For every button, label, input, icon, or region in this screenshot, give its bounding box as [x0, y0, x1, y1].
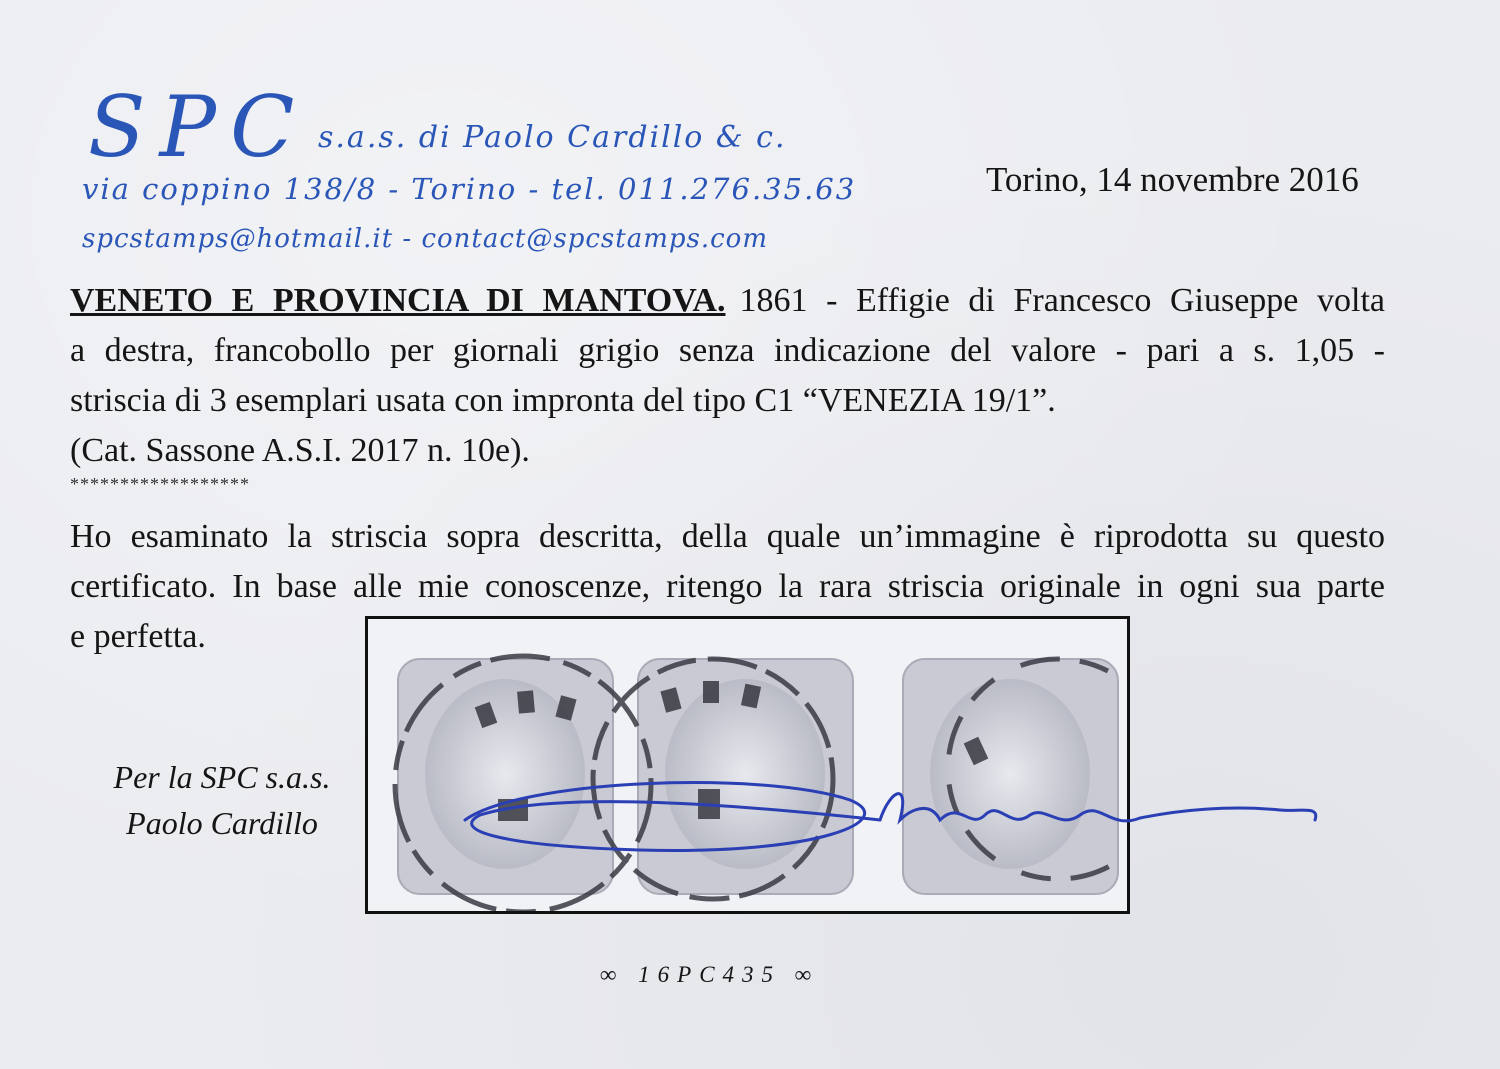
- signature-line-1: Per la SPC s.a.s.: [113, 759, 331, 795]
- certification-line-3: e perfetta.: [70, 618, 206, 655]
- certification-line-1: Ho esaminato la striscia sopra descritta, della quale un’immagine è riprodotta su questo: [70, 518, 1385, 555]
- company-address: via coppino 138/8 - Torino - tel. 011.276.35.63: [82, 172, 857, 206]
- description-line-1: [70, 276, 1385, 326]
- separator: ******************: [70, 474, 250, 494]
- certificate-serial: [600, 962, 819, 988]
- description-line-4: (Cat. Sassone A.S.I. 2017 n. 10e).: [70, 432, 530, 469]
- description-line-2: a destra, francobollo per giornali grigio senza indicazione del valore - pari a s. 1,05 -: [70, 332, 1385, 369]
- description-line-1-rest: 1861 - Effigie di Francesco Giuseppe volta: [739, 282, 1385, 319]
- certification-line-2: certificato. In base alle mie conoscenze, ritengo la rara striscia originale in ogni sua parte: [70, 568, 1385, 605]
- signature-line-2: Paolo Cardillo: [126, 805, 318, 841]
- description-line-3: striscia di 3 esemplari usata con impronta del tipo C1 “VENEZIA 19/1”.: [70, 382, 1056, 419]
- certificate-date: Torino, 14 novembre 2016: [986, 160, 1359, 199]
- description-heading: VENETO E PROVINCIA DI MANTOVA.: [70, 282, 726, 319]
- company-emails: spcstamps@hotmail.it - contact@spcstamps.com: [82, 224, 768, 254]
- handwritten-signature: [440, 760, 1340, 870]
- brand-logo: SPC: [88, 78, 309, 176]
- signature-block: [72, 754, 372, 846]
- ornament-right-icon: ∞: [794, 962, 820, 987]
- ornament-left-icon: ∞: [600, 962, 625, 987]
- company-name: s.a.s. di Paolo Cardillo & c.: [318, 120, 787, 155]
- serial-number: 16PC435: [638, 962, 782, 987]
- stamp-description: [70, 276, 1385, 476]
